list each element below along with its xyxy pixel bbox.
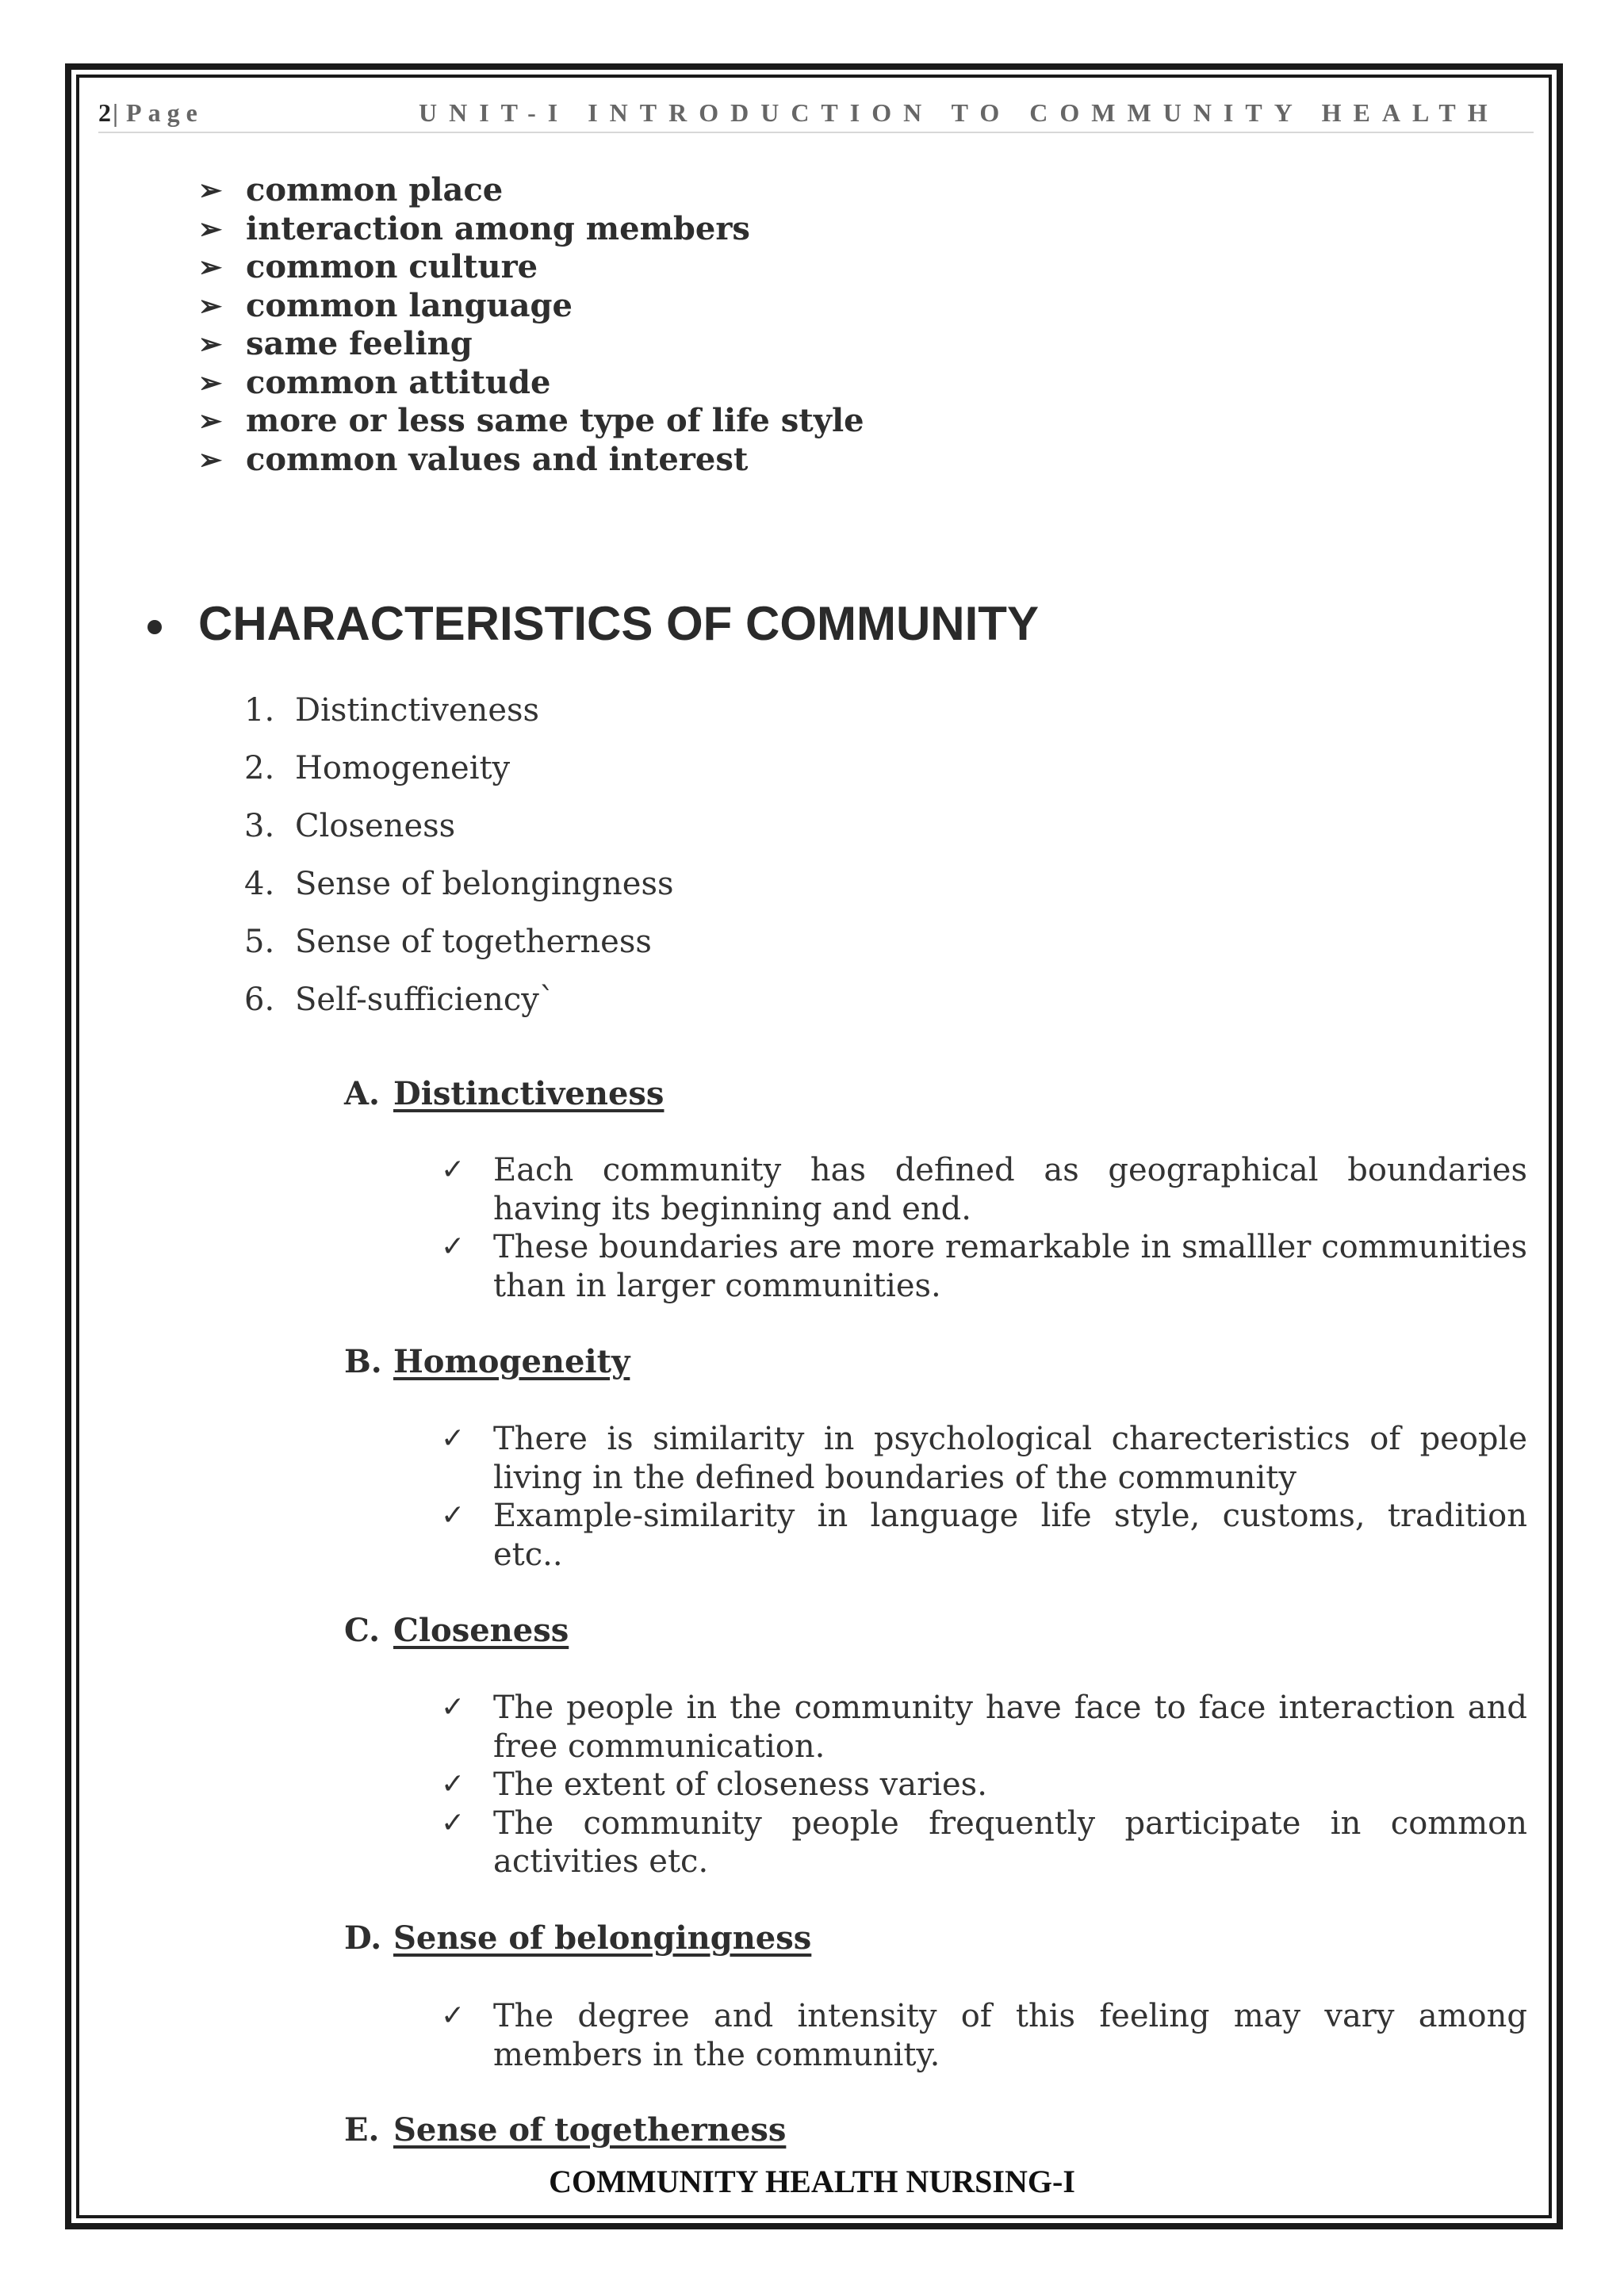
- page-number: [98, 98, 204, 128]
- list-item: 5. Sense of togetherness: [244, 924, 652, 960]
- arrowhead-bullet-icon: ➢: [198, 174, 223, 207]
- list-item: ✓ The community people frequently participate in common activities etc.: [441, 1804, 1527, 1880]
- page-header: [98, 95, 1526, 135]
- list-item: ➢ common attitude: [198, 363, 551, 401]
- list-item: 3. Closeness: [244, 808, 456, 844]
- page-number-value: 2: [98, 98, 113, 127]
- list-item: ✓ The people in the community have face to face interaction and free communication.: [441, 1689, 1527, 1765]
- list-item: ✓ Example-similarity in language life style, customs, tradition etc..: [441, 1498, 1527, 1573]
- list-item: ✓ Each community has defined as geographical boundaries having its beginning and end.: [441, 1152, 1527, 1227]
- homogeneity-points: [441, 1420, 1527, 1574]
- subsection-heading-distinctiveness: A. Distinctiveness: [344, 1075, 665, 1112]
- distinctiveness-points: [441, 1151, 1527, 1305]
- running-title: UNIT-I INTRODUCTION TO COMMUNITY HEALTH: [419, 98, 1500, 127]
- checkmark-icon: ✓: [441, 1154, 465, 1186]
- subsection-heading-belongingness: D. Sense of belongingness: [344, 1919, 812, 1957]
- round-bullet-icon: [147, 620, 162, 634]
- list-item: 6. Self-sufficiency`: [244, 982, 555, 1018]
- list-item: ➢ common language: [198, 286, 573, 324]
- header-rule: [98, 132, 1534, 133]
- subsection-heading-togetherness: E. Sense of togetherness: [344, 2111, 787, 2149]
- list-item: 2. Homogeneity: [244, 750, 511, 786]
- heading-text: CHARACTERISTICS OF COMMUNITY: [198, 597, 1039, 650]
- page-footer: COMMUNITY HEALTH NURSING-I: [549, 2164, 1075, 2199]
- checkmark-icon: ✓: [441, 1499, 465, 1532]
- list-item: ➢ common values and interest: [198, 440, 749, 478]
- subsection-heading-closeness: C. Closeness: [344, 1612, 569, 1649]
- checkmark-icon: ✓: [441, 1768, 465, 1800]
- checkmark-icon: ✓: [441, 1999, 465, 2032]
- list-item: ✓ The extent of closeness varies.: [441, 1766, 987, 1803]
- arrowhead-bullet-icon: ➢: [198, 365, 223, 400]
- list-item: ➢ more or less same type of life style: [198, 402, 864, 439]
- arrowhead-bullet-icon: ➢: [198, 327, 223, 361]
- checkmark-icon: ✓: [441, 1691, 465, 1724]
- page-number-separator: |: [113, 98, 121, 127]
- arrowhead-bullet-icon: ➢: [198, 251, 223, 284]
- belongingness-points: [441, 1997, 1527, 2074]
- list-item: ➢ interaction among members: [198, 209, 750, 247]
- list-item: 4. Sense of belongingness: [244, 866, 674, 902]
- arrowhead-bullet-icon: ➢: [198, 442, 223, 476]
- checkmark-icon: ✓: [441, 1806, 465, 1839]
- list-item: ➢ common culture: [198, 248, 538, 285]
- page-label: Page: [126, 98, 204, 127]
- list-item: ➢ common place: [198, 171, 504, 209]
- list-item: ✓ There is similarity in psychological charecteristics of people living in the defined boundaries of the community: [441, 1421, 1527, 1496]
- list-item: ✓ The degree and intensity of this feeling may vary among members in the community.: [441, 1998, 1527, 2073]
- arrowhead-bullet-icon: ➢: [198, 289, 223, 323]
- closeness-points: [441, 1689, 1527, 1881]
- characteristics-list: [244, 691, 674, 1039]
- list-item: 1. Distinctiveness: [244, 692, 540, 729]
- checkmark-icon: ✓: [441, 1230, 465, 1263]
- checkmark-icon: ✓: [441, 1422, 465, 1455]
- list-item: ✓ These boundaries are more remarkable in smalller communities than in larger communities.: [441, 1229, 1527, 1304]
- intro-bullet-list: [198, 171, 864, 479]
- list-item: ➢ same feeling: [198, 325, 473, 362]
- subsection-heading-homogeneity: B. Homogeneity: [344, 1343, 630, 1380]
- arrowhead-bullet-icon: ➢: [198, 404, 223, 438]
- arrowhead-bullet-icon: ➢: [198, 212, 223, 246]
